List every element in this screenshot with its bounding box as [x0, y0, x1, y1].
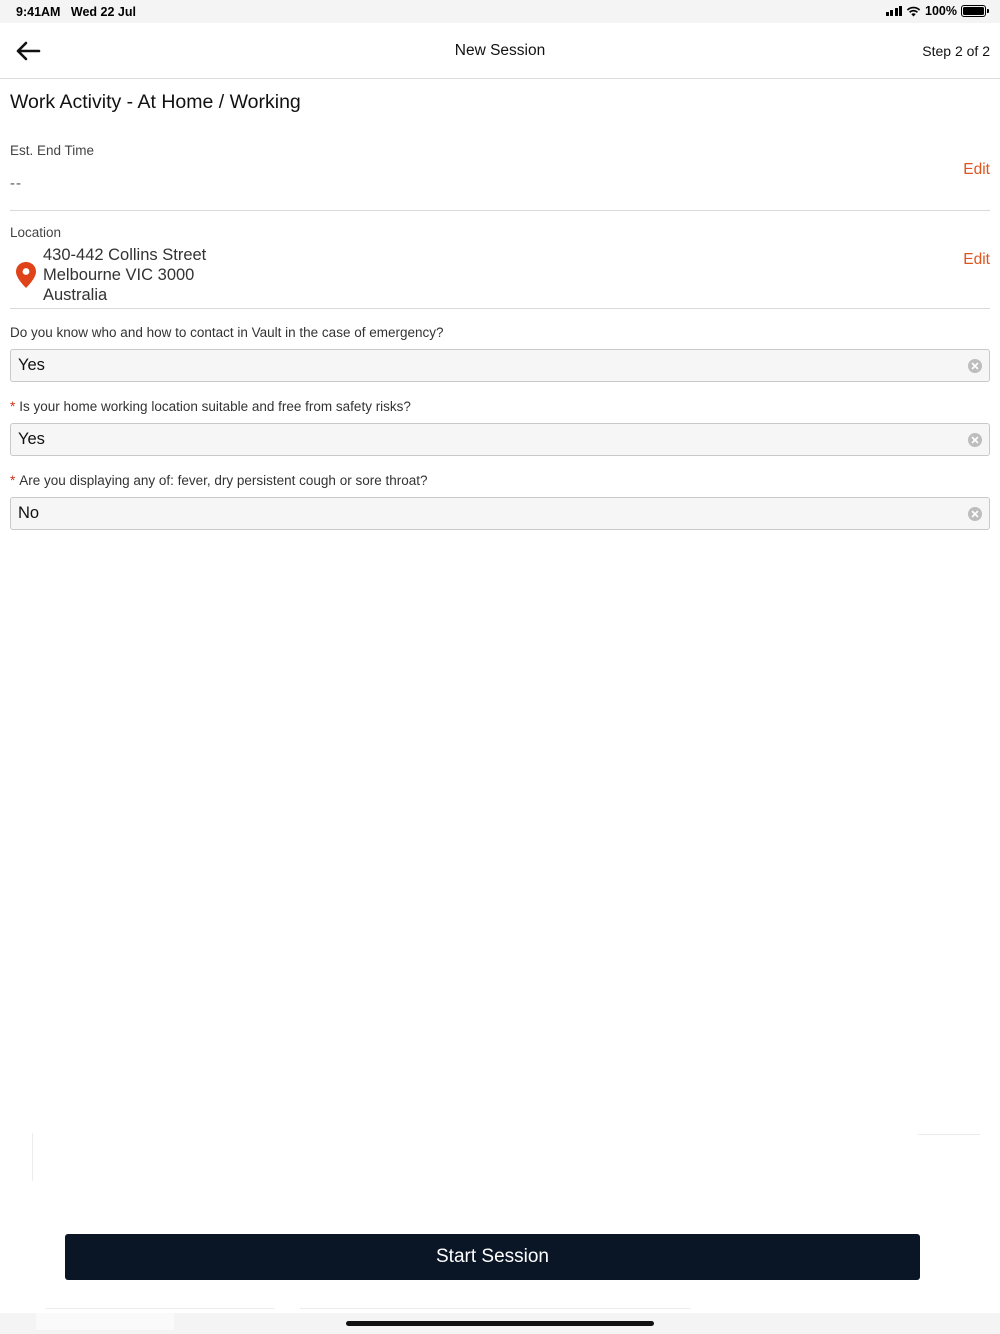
answer-select-home-safety[interactable] — [10, 423, 990, 456]
divider — [300, 1308, 690, 1309]
session-form — [10, 79, 990, 530]
edit-location-link[interactable]: Edit — [963, 251, 990, 268]
answer-value: Yes — [18, 356, 45, 374]
wifi-icon — [906, 6, 921, 17]
question-label-text: Is your home working location suitable and free from safety risks? — [19, 399, 411, 414]
question-emergency-contact — [10, 325, 990, 382]
step-indicator: Step 2 of 2 — [922, 43, 990, 59]
answer-value: Yes — [18, 430, 45, 448]
start-session-button[interactable]: Start Session — [65, 1234, 920, 1280]
question-symptoms — [10, 473, 990, 530]
required-marker: * — [10, 399, 16, 414]
divider — [918, 1134, 980, 1135]
answer-select-symptoms[interactable] — [10, 497, 990, 530]
activity-title: Work Activity - At Home / Working — [10, 91, 301, 113]
edit-end-time-link[interactable]: Edit — [963, 161, 990, 178]
bottom-bar-block — [36, 1313, 174, 1330]
status-indicators — [886, 4, 986, 18]
question-home-safety — [10, 399, 990, 456]
status-date-text: Wed 22 Jul — [70, 5, 136, 19]
status-time-text: 9:41AM — [16, 5, 61, 19]
question-label-text: Are you displaying any of: fever, dry persistent cough or sore throat? — [19, 473, 428, 488]
question-label-text: Do you know who and how to contact in Vault in the case of emergency? — [10, 325, 444, 340]
close-icon — [971, 362, 979, 370]
address-line-2: Melbourne VIC 3000 — [43, 266, 195, 284]
answer-value: No — [18, 504, 40, 522]
clear-icon[interactable] — [968, 359, 982, 373]
cellular-signal-icon — [886, 6, 903, 16]
divider — [46, 1308, 274, 1309]
answer-select-emergency-contact[interactable] — [10, 349, 990, 382]
end-time-value: -- — [10, 175, 22, 192]
clear-icon[interactable] — [968, 433, 982, 447]
address-line-1: 430-442 Collins Street — [43, 246, 207, 264]
close-icon — [971, 510, 979, 518]
location-label: Location — [10, 225, 62, 240]
location-row — [10, 211, 990, 309]
status-time — [16, 5, 136, 19]
divider — [32, 1133, 33, 1181]
map-pin-icon — [14, 261, 38, 289]
home-indicator[interactable] — [346, 1321, 654, 1326]
battery-icon — [961, 5, 986, 17]
navigation-bar — [0, 23, 1000, 79]
status-bar — [0, 0, 1000, 23]
question-label — [10, 325, 990, 343]
battery-percent: 100% — [925, 4, 957, 18]
required-marker: * — [10, 473, 16, 488]
end-time-row — [10, 121, 990, 211]
close-icon — [971, 436, 979, 444]
clear-icon[interactable] — [968, 507, 982, 521]
address-line-3: Australia — [43, 286, 108, 304]
question-label — [10, 399, 990, 417]
location-address — [43, 245, 206, 305]
page-title: New Session — [454, 42, 546, 59]
question-label — [10, 473, 990, 491]
end-time-label: Est. End Time — [10, 143, 95, 158]
